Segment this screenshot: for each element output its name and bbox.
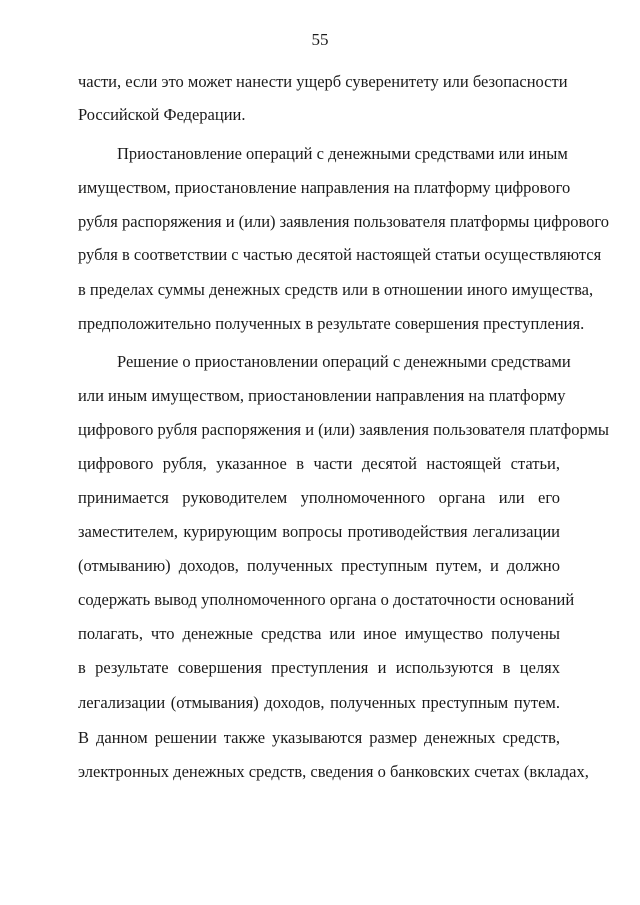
text-line: в результате совершения преступления и используются в целях [78,658,560,677]
text-line: заместителем, курирующим вопросы противодействия легализации [78,522,560,541]
text-line: имуществом, приостановление направления на платформу цифрового [78,178,571,197]
text-line: или иным имуществом, приостановлении направления на платформу [78,386,566,405]
text-line: принимается руководителем уполномоченного органа или его [78,488,560,507]
text-line: рубля распоряжения и (или) заявления пользователя платформы цифрового [78,212,609,231]
text-line: предположительно полученных в результате совершения преступления. [78,314,585,333]
text-line: в пределах суммы денежных средств или в отношении иного имущества, [78,280,594,299]
text-line: полагать, что денежные средства или иное имущество получены [78,624,560,643]
text-line: рубля в соответствии с частью десятой настоящей статьи осуществляются [78,245,602,264]
text-line: части, если это может нанести ущерб суверенитету или безопасности [78,72,568,91]
text-line: В данном решении также указываются размер денежных средств, [78,728,560,747]
paragraph-start-line: Решение о приостановлении операций с денежными средствами [117,352,571,371]
text-line: электронных денежных средств, сведения о банковских счетах (вкладах, [78,762,589,781]
text-line: легализации (отмывания) доходов, полученных преступным путем. [78,693,560,712]
paragraph-start-line: Приостановление операций с денежными средствами или иным [117,144,568,163]
page-number: 55 [311,30,329,49]
text-line: содержать вывод уполномоченного органа о достаточности оснований [78,590,575,609]
text-line: Российской Федерации. [78,105,246,124]
text-line: цифрового рубля, указанное в части десятой настоящей статьи, [78,454,560,473]
text-line: цифрового рубля распоряжения и (или) заявления пользователя платформы [78,420,609,439]
text-line: (отмыванию) доходов, полученных преступным путем, и должно [78,556,560,575]
